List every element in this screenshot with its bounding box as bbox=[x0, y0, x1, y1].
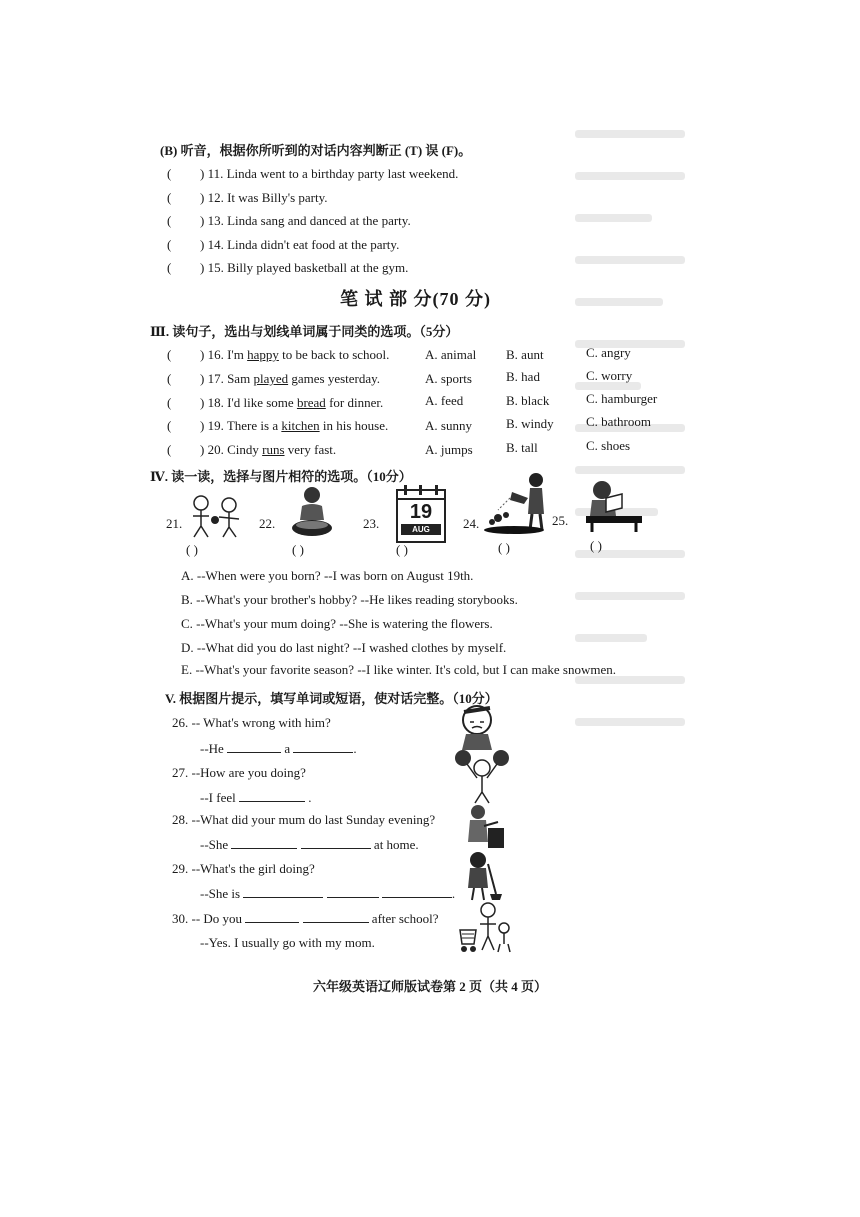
underlined-word: runs bbox=[262, 442, 285, 457]
section5-heading: V. 根据图片提示，填写单词或短语，使对话完整。（10分） bbox=[165, 691, 498, 706]
answer-blank[interactable]: ( ) bbox=[590, 538, 602, 553]
fill-blank[interactable] bbox=[239, 789, 305, 802]
answer-line: --I feel . bbox=[200, 790, 312, 805]
answer-paren[interactable]: ( bbox=[167, 260, 172, 275]
answer-blank[interactable]: ( ) bbox=[396, 542, 408, 557]
question-stem: ) 20. Cindy runs very fast. bbox=[200, 442, 337, 457]
underlined-word: bread bbox=[296, 395, 326, 410]
fill-blank[interactable] bbox=[245, 910, 299, 923]
answer-paren[interactable]: ( bbox=[167, 347, 172, 362]
question-stem: ) 18. I'd like some bread for dinner. bbox=[200, 395, 384, 410]
girl-watering-flowers-icon bbox=[484, 470, 550, 536]
list-item: ) 12. It was Billy's party. bbox=[200, 190, 328, 205]
option-a[interactable]: A. sports bbox=[425, 371, 472, 386]
calendar-day: 19 bbox=[409, 501, 433, 523]
shopping-cart-icon bbox=[458, 900, 514, 956]
question-text: 27. --How are you doing? bbox=[172, 765, 306, 780]
answer-paren[interactable]: ( bbox=[167, 418, 172, 433]
written-part-title: 笔 试 部 分(70 分) bbox=[340, 289, 491, 309]
answer-paren[interactable]: ( bbox=[167, 190, 172, 205]
fill-blank[interactable] bbox=[303, 910, 369, 923]
answer-blank[interactable]: ( ) bbox=[186, 542, 198, 557]
woman-cooking-icon bbox=[458, 802, 508, 850]
option-c: C. --What's your mum doing? --She is watering the flowers. bbox=[181, 616, 493, 631]
question-text: 28. --What did your mum do last Sunday evening? bbox=[172, 812, 436, 827]
underlined-word: played bbox=[253, 371, 289, 386]
list-item: ) 14. Linda didn't eat food at the party. bbox=[200, 237, 400, 252]
list-item: ) 15. Billy played basketball at the gym. bbox=[200, 260, 409, 275]
fill-blank[interactable] bbox=[293, 740, 353, 753]
girl-washing-clothes-icon bbox=[288, 484, 336, 540]
question-text: 30. -- Do you after school? bbox=[172, 911, 439, 926]
option-e: E. --What's your favorite season? --I like winter. It's cold, but I can make snowmen. bbox=[181, 662, 616, 677]
question-stem: ) 19. There is a kitchen in his house. bbox=[200, 418, 389, 433]
sick-boy-icon bbox=[452, 700, 502, 750]
option-a[interactable]: A. sunny bbox=[425, 418, 472, 433]
answer-line: --Yes. I usually go with my mom. bbox=[200, 935, 375, 950]
option-d: D. --What did you do last night? --I washed clothes by myself. bbox=[181, 640, 507, 655]
list-item: ) 11. Linda went to a birthday party last weekend. bbox=[200, 166, 459, 181]
option-b[interactable]: B. windy bbox=[506, 416, 554, 431]
answer-paren[interactable]: ( bbox=[167, 166, 172, 181]
listening-b-heading: (B) 听音，根据你所听到的对话内容判断正 (T) 误 (F)。 bbox=[160, 143, 472, 158]
page-footer: 六年级英语辽师版试卷第 2 页（共 4 页） bbox=[312, 979, 547, 994]
picture-number: 22. bbox=[259, 516, 276, 531]
girl-sweeping-icon bbox=[462, 850, 506, 902]
section4-heading: Ⅳ. 读一读，选择与图片相符的选项。（10分） bbox=[150, 469, 412, 484]
fill-blank[interactable] bbox=[231, 836, 297, 849]
picture-number: 21. bbox=[166, 516, 183, 531]
answer-paren[interactable]: ( bbox=[167, 371, 172, 386]
answer-line: --She is . bbox=[200, 886, 456, 901]
option-c[interactable]: C. shoes bbox=[586, 438, 631, 453]
answer-paren[interactable]: ( bbox=[167, 442, 172, 457]
fill-blank[interactable] bbox=[327, 885, 379, 898]
section3-heading: Ⅲ. 读句子，选出与划线单词属于同类的选项。（5分） bbox=[150, 324, 459, 339]
picture-number: 23. bbox=[363, 516, 380, 531]
question-text: 29. --What's the girl doing? bbox=[172, 861, 315, 876]
underlined-word: happy bbox=[247, 347, 279, 362]
option-c[interactable]: C. hamburger bbox=[586, 391, 658, 406]
option-a[interactable]: A. animal bbox=[425, 347, 477, 362]
fill-blank[interactable] bbox=[301, 836, 371, 849]
option-a[interactable]: A. jumps bbox=[425, 442, 473, 457]
picture-number: 24. bbox=[463, 516, 480, 531]
calendar-icon bbox=[396, 489, 446, 543]
question-stem: ) 17. Sam played games yesterday. bbox=[200, 371, 381, 386]
option-b[interactable]: B. black bbox=[506, 393, 550, 408]
fill-blank[interactable] bbox=[243, 885, 323, 898]
option-b[interactable]: B. had bbox=[506, 369, 540, 384]
answer-line: --He a . bbox=[200, 741, 357, 756]
option-c[interactable]: C. bathroom bbox=[586, 414, 651, 429]
boy-reading-icon bbox=[578, 478, 644, 534]
underlined-word: kitchen bbox=[281, 418, 320, 433]
option-c[interactable]: C. angry bbox=[586, 345, 631, 360]
option-a: A. --When were you born? --I was born on August 19th. bbox=[181, 568, 474, 583]
answer-blank[interactable]: ( ) bbox=[292, 542, 304, 557]
fill-blank[interactable] bbox=[382, 885, 452, 898]
question-stem: ) 16. I'm happy to be back to school. bbox=[200, 347, 390, 362]
picture-number: 25. bbox=[552, 513, 569, 528]
option-a[interactable]: A. feed bbox=[425, 393, 464, 408]
question-text: 26. -- What's wrong with him? bbox=[172, 715, 331, 730]
fill-blank[interactable] bbox=[227, 740, 281, 753]
cheering-girl-icon bbox=[455, 748, 509, 804]
list-item: ) 13. Linda sang and danced at the party. bbox=[200, 213, 411, 228]
option-b[interactable]: B. aunt bbox=[506, 347, 544, 362]
calendar-rings bbox=[398, 491, 444, 500]
answer-paren[interactable]: ( bbox=[167, 237, 172, 252]
answer-paren[interactable]: ( bbox=[167, 395, 172, 410]
children-playing-icon bbox=[185, 490, 247, 540]
answer-blank[interactable]: ( ) bbox=[498, 540, 510, 555]
option-c[interactable]: C. worry bbox=[586, 368, 633, 383]
answer-paren[interactable]: ( bbox=[167, 213, 172, 228]
calendar-month: AUG bbox=[401, 524, 441, 535]
option-b: B. --What's your brother's hobby? --He likes reading storybooks. bbox=[181, 592, 518, 607]
answer-line: --She at home. bbox=[200, 837, 419, 852]
option-b[interactable]: B. tall bbox=[506, 440, 538, 455]
